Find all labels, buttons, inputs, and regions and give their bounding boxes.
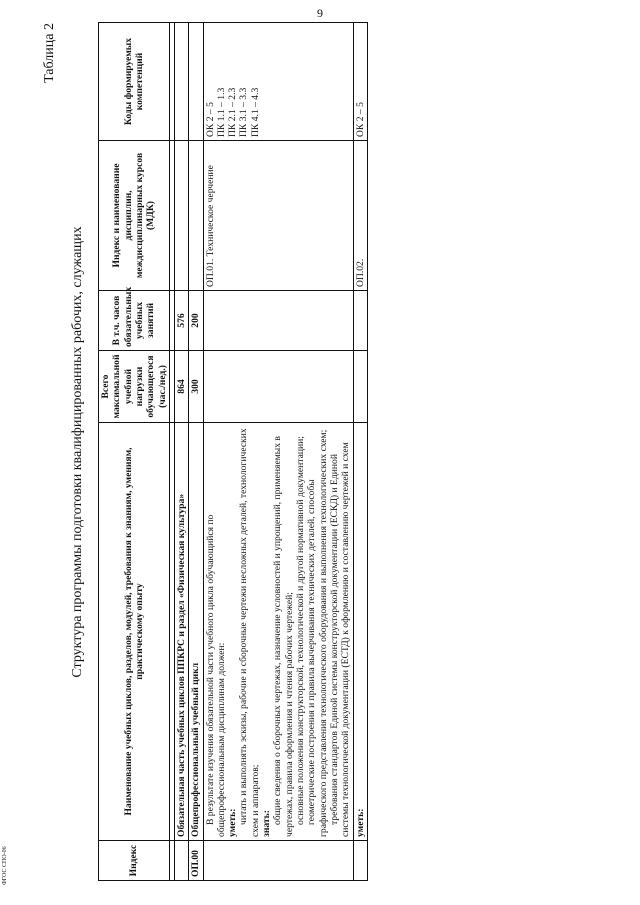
footer-code: ФГОС СПО-06	[2, 846, 8, 885]
cell-max-load: 300	[189, 351, 203, 423]
table-row-required-part	[174, 23, 188, 881]
cell-competences	[203, 23, 353, 141]
cell-max-load	[203, 351, 353, 423]
cell-index: ОП.00	[189, 841, 203, 881]
cell-index	[203, 841, 353, 881]
cell-discipline	[189, 141, 203, 291]
cell-discipline: ОП.01. Техническое черчение	[203, 141, 353, 291]
cell-mandatory: 200	[189, 291, 203, 351]
cell-name: уметь:	[353, 423, 367, 841]
cell-mandatory	[353, 291, 367, 351]
cell-discipline: ОП.02.	[353, 141, 367, 291]
header-competences: Коды формируемых компетенций	[99, 23, 170, 141]
znat-item: требования стандартов Единой системы конструкторской документации (ЕСКД) и Единой системы технологической документации (ЕСТД) к оформлению и составлению чертежей и схем	[328, 442, 352, 837]
znat-label: знать:	[261, 810, 273, 837]
umet-item: читать и выполнять эскизы, рабочие и сборочные чертежи несложных деталей, технологических схем и аппаратов;	[238, 428, 261, 837]
znat-item: геометрические построения и правила вычерчивания технических деталей, способы графического представления технологического оборудования и выполнения технологических схем;	[306, 429, 329, 837]
competence-code: ПК 3.1 – 3.3	[238, 87, 250, 137]
znat-item: основные положения конструкторской, технологической и другой нормативной документации;	[295, 436, 306, 825]
requirements-intro: В результате изучения обязательной части учебного цикла обучающийся по общепрофессиональным дисциплинам должен:	[204, 514, 227, 837]
cell-mandatory: 576	[174, 291, 188, 351]
competence-code: ПК 2.1 – 2.3	[227, 87, 239, 137]
cell-index	[174, 841, 188, 881]
table-label: Таблица 2	[42, 23, 57, 83]
cell-index	[353, 841, 367, 881]
header-discipline: Индекс и наименование дисциплин, междисциплинарных курсов (МДК)	[99, 141, 170, 291]
cell-competences: ОК 2 – 5	[353, 23, 367, 141]
cell-discipline	[174, 141, 188, 291]
header-mandatory: В т.ч. часов обязательных учебных занятий	[99, 291, 170, 351]
cell-name: Обязательная часть учебных циклов ППКРС и раздел «Физическая культура»	[174, 423, 188, 841]
znat-item: общие сведения о сборочных чертежах, назначение условностей и упрощений, применяемых в чертежах, правила оформления и чтения рабочих чертежей;	[272, 436, 295, 837]
table-row-op01	[203, 23, 353, 881]
header-max-load: Всего максимальной учебной нагрузки обучающегося (час./нед.)	[99, 351, 170, 423]
program-structure-table	[98, 22, 368, 881]
cell-max-load	[353, 351, 367, 423]
table-header-row	[99, 23, 170, 881]
cell-name	[203, 423, 353, 841]
cell-name: Общепрофессиональный учебный цикл	[189, 423, 203, 841]
table-row-op00	[189, 23, 203, 881]
page-number: 9	[317, 6, 323, 20]
cell-competences	[189, 23, 203, 141]
competence-code: ОК 2 – 5	[204, 102, 216, 137]
page-title: Структура программы подготовки квалифицированных рабочих, служащих	[70, 226, 85, 678]
header-name: Наименование учебных циклов, разделов, модулей, требования к знаниям, умениям, практическому опыту	[99, 423, 170, 841]
cell-competences	[174, 23, 188, 141]
competence-code: ПК 4.1 – 4.3	[249, 87, 261, 137]
table-row-op02	[353, 23, 367, 881]
competence-code: ПК 1.1 – 1.3	[215, 87, 227, 137]
cell-max-load: 864	[174, 351, 188, 423]
umet-label: уметь:	[227, 808, 239, 837]
header-index: Индекс	[99, 841, 170, 881]
cell-mandatory	[203, 291, 353, 351]
